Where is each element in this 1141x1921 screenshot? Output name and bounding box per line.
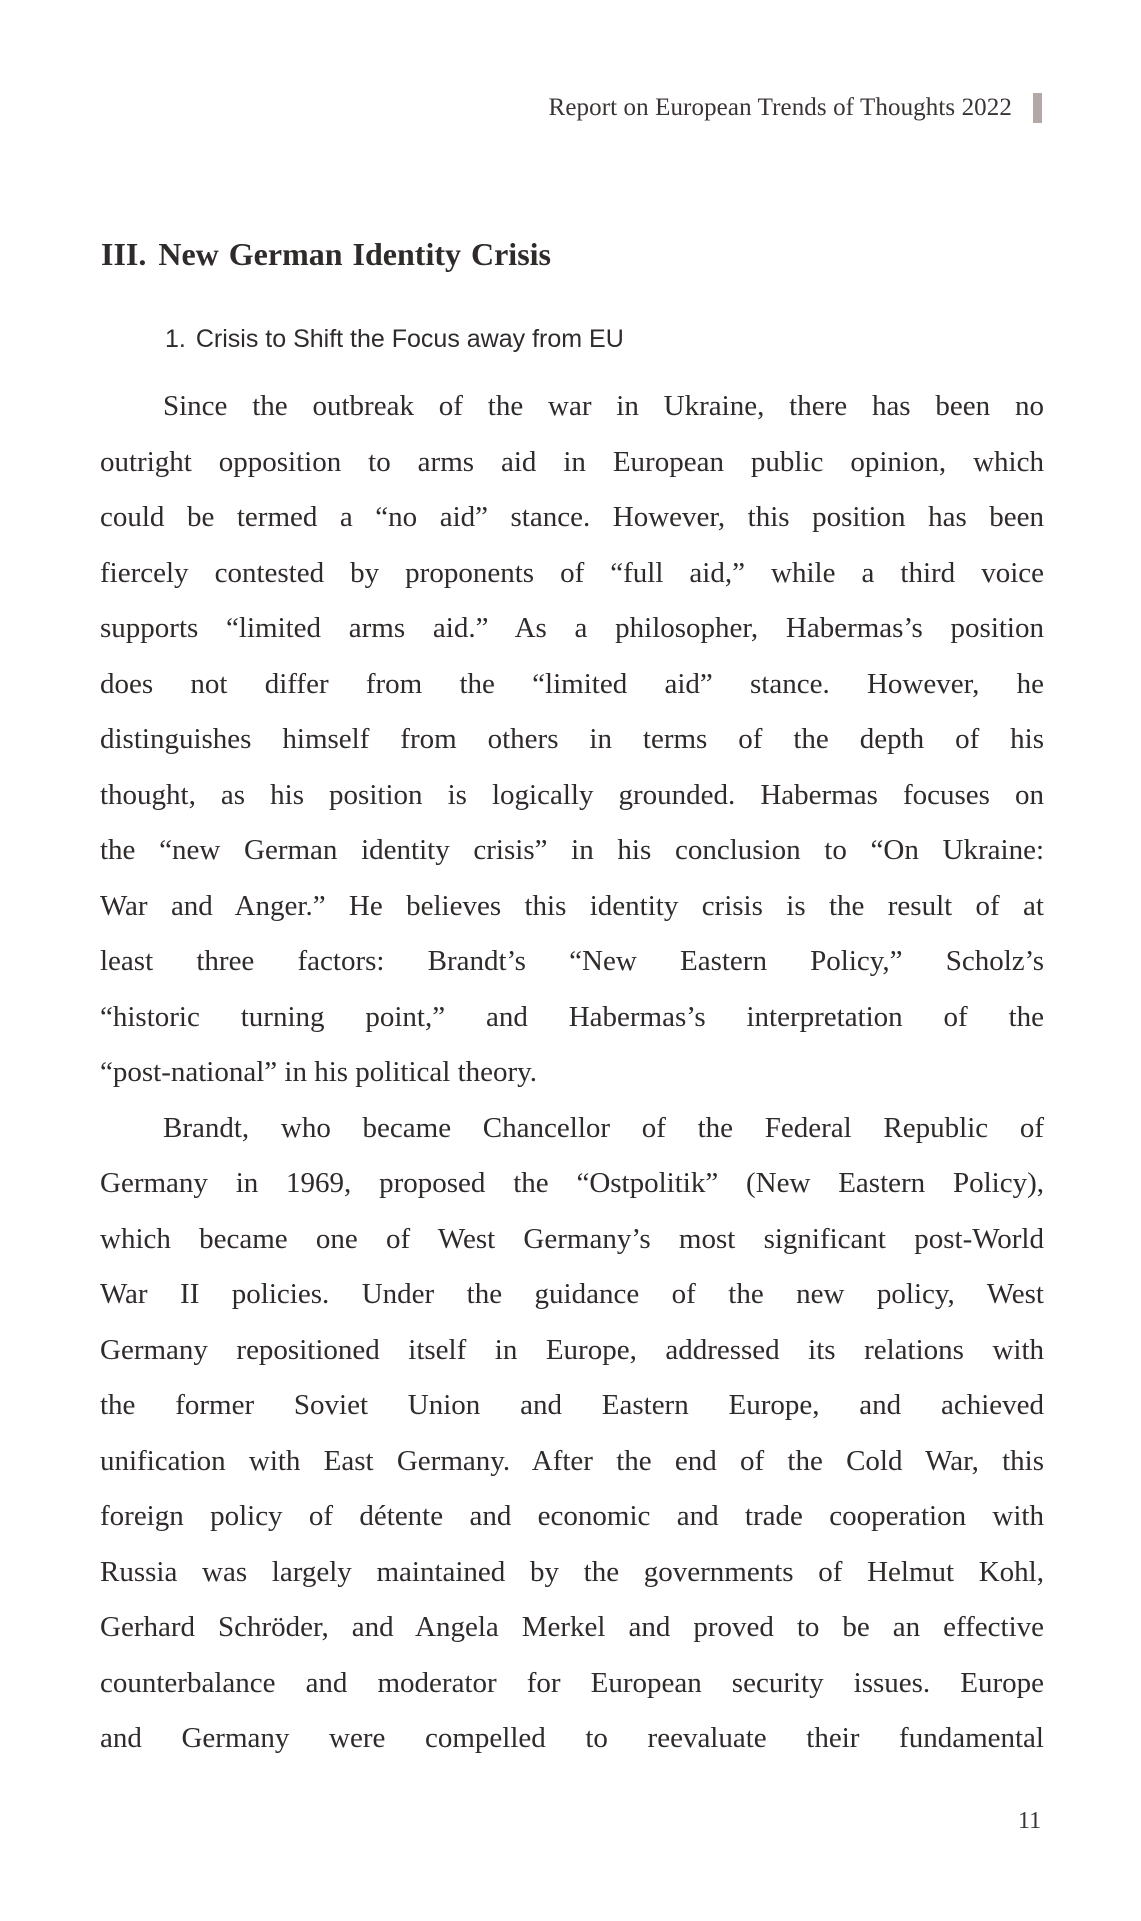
text-line: counterbalance and moderator for European security issues. Europe [100,1666,1044,1699]
text-line: Since the outbreak of the war in Ukraine, there has been no [163,390,1044,422]
body-text [100,379,1044,1767]
text-line: War II policies. Under the guidance of the new policy, West [100,1278,1044,1310]
text-line: the “new German identity crisis” in his conclusion to “On Ukraine: [100,834,1044,866]
text-line: Germany repositioned itself in Europe, addressed its relations with [100,1333,1044,1366]
text-line: and Germany were compelled to reevaluate their fundamental [100,1722,1044,1754]
subsection-number: 1. [165,325,186,353]
text-line: unification with East Germany. After the end of the Cold War, this [100,1444,1044,1477]
text-line: War and Anger.” He believes this identity crisis is the result of at [100,889,1044,922]
page-number: 11 [1018,1808,1042,1834]
text-line: distinguishes himself from others in terms of the depth of his [100,723,1044,755]
text-line: outright opposition to arms aid in European public opinion, which [100,445,1044,478]
text-line: supports “limited arms aid.” As a philosopher, Habermas’s position [100,612,1044,644]
text-line: “post-national” in his political theory. [100,1056,538,1088]
text-line: least three factors: Brandt’s “New Eastern Policy,” Scholz’s [100,945,1044,977]
text-line: Brandt, who became Chancellor of the Federal Republic of [163,1111,1044,1144]
text-line: Germany in 1969, proposed the “Ostpolitik” (New Eastern Policy), [100,1167,1044,1199]
running-header-title: Report on European Trends of Thoughts 2022 [548,94,1012,121]
text-line: thought, as his position is logically grounded. Habermas focuses on [100,778,1044,811]
text-line: foreign policy of détente and economic and trade cooperation with [100,1500,1044,1532]
text-line: could be termed a “no aid” stance. However, this position has been [100,501,1044,533]
text-line: Gerhard Schröder, and Angela Merkel and proved to be an effective [100,1611,1044,1643]
text-line: does not differ from the “limited aid” stance. However, he [100,667,1044,700]
section-title: New German Identity Crisis [158,236,551,272]
subsection-title: Crisis to Shift the Focus away from EU [195,325,624,353]
text-line: “historic turning point,” and Habermas’s interpretation of the [100,1000,1044,1033]
section-number: III. [101,236,147,272]
section-heading [101,236,551,273]
paragraph [100,1101,1044,1767]
running-header [549,92,1042,124]
paragraph [100,379,1044,1101]
text-line: Russia was largely maintained by the governments of Helmut Kohl, [100,1555,1044,1588]
subsection-heading [165,325,624,354]
header-marker-bar [1033,93,1042,123]
text-line: the former Soviet Union and Eastern Europe, and achieved [100,1389,1044,1421]
text-line: fiercely contested by proponents of “full aid,” while a third voice [100,556,1044,589]
text-line: which became one of West Germany’s most significant post-World [100,1222,1044,1255]
